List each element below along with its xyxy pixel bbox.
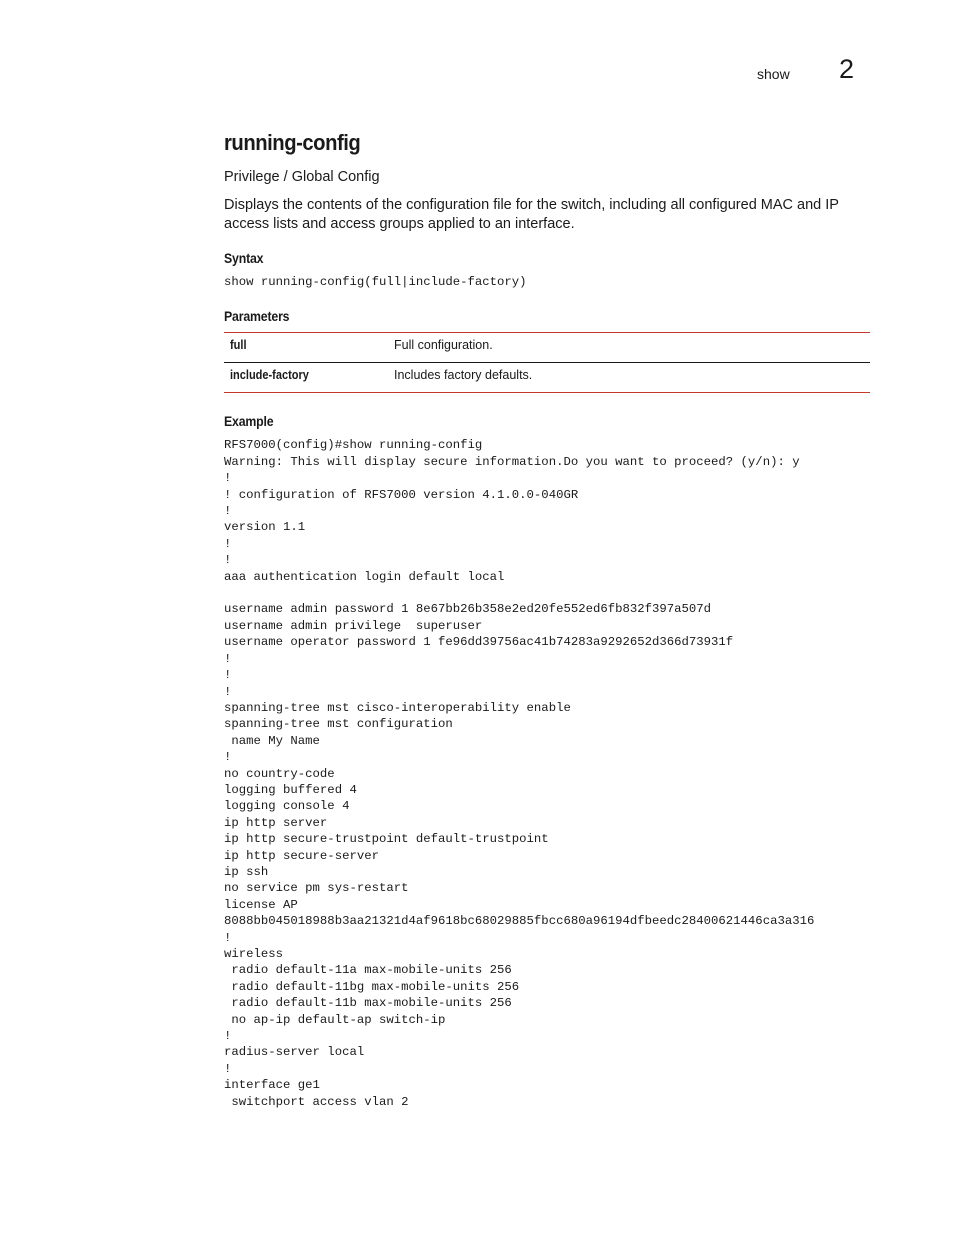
code-line: interface ge1 — [224, 1078, 320, 1093]
command-mode: Privilege / Global Config — [224, 169, 380, 185]
code-line: username admin password 1 8e67bb26b358e2ed20fe552ed6fb832f397a507d — [224, 602, 712, 617]
code-line: spanning-tree mst configuration — [224, 717, 453, 732]
syntax-heading: Syntax — [224, 250, 264, 266]
syntax-command: show running-config(full|include-factory) — [224, 275, 527, 289]
code-line: ! — [224, 651, 232, 666]
code-line: ip http secure-server — [224, 848, 379, 863]
page-title: running-config — [224, 130, 361, 155]
code-line: no service pm sys-restart — [224, 881, 409, 896]
code-line: ! — [224, 750, 232, 765]
code-line: ip ssh — [224, 864, 269, 879]
example-code-block — [224, 437, 870, 1110]
code-line: no country-code — [224, 766, 335, 781]
code-line: ip http secure-trustpoint default-trustpoint — [224, 832, 549, 847]
code-line: logging buffered 4 — [224, 782, 357, 797]
code-line: ! — [224, 668, 232, 683]
param-description: Full configuration. — [388, 333, 870, 363]
code-line: ip http server — [224, 815, 328, 830]
chapter-number: 2 — [839, 54, 855, 84]
code-line: ! configuration of RFS7000 version 4.1.0.0-040GR — [224, 487, 579, 502]
code-line: ! — [224, 553, 232, 568]
table-row — [224, 363, 870, 393]
code-line: ! — [224, 1029, 232, 1044]
parameters-heading: Parameters — [224, 308, 290, 325]
code-line: radio default-11bg max-mobile-units 256 — [224, 979, 520, 994]
code-line: switchport access vlan 2 — [224, 1094, 409, 1109]
code-line: ! — [224, 504, 232, 519]
running-header-section: show — [757, 66, 790, 82]
code-line: ! — [224, 930, 232, 945]
code-line: username admin privilege superuser — [224, 618, 483, 633]
code-line: version 1.1 — [224, 520, 306, 535]
code-line: radio default-11a max-mobile-units 256 — [224, 963, 512, 978]
code-line: ! — [224, 536, 232, 551]
param-name: include-factory — [230, 368, 309, 383]
param-description: Includes factory defaults. — [388, 363, 870, 393]
table-row — [224, 333, 870, 363]
param-name: full — [230, 338, 247, 353]
code-line: wireless — [224, 947, 284, 961]
page-content — [224, 130, 870, 1110]
code-line: ! — [224, 471, 232, 486]
code-line: RFS7000(config)#show running-config — [224, 438, 483, 453]
code-line: Warning: This will display secure information.Do you want to proceed? (y/n): y — [224, 454, 800, 469]
code-line: aaa authentication login default local — [224, 569, 505, 584]
code-line — [224, 585, 870, 601]
code-line: logging console 4 — [224, 799, 350, 814]
example-heading: Example — [224, 413, 274, 430]
code-line: 8088bb045018988b3aa21321d4af9618bc68029885fbcc680a96194dfbeedc28400621446ca3a316 — [224, 914, 815, 929]
code-line: spanning-tree mst cisco-interoperability enable — [224, 700, 571, 715]
code-line: radius-server local — [224, 1045, 365, 1060]
description: Displays the contents of the configuration file for the switch, including all configured MAC and IP access lists and access groups applied to an interface. — [224, 197, 839, 232]
code-line: license AP — [224, 897, 298, 912]
code-line: ! — [224, 684, 232, 699]
code-line: ! — [224, 1061, 232, 1076]
parameters-table — [224, 332, 870, 393]
code-line: name My Name — [224, 733, 320, 748]
code-line: radio default-11b max-mobile-units 256 — [224, 996, 512, 1011]
code-line: username operator password 1 fe96dd39756ac41b74283a9292652d366d73931f — [224, 635, 734, 650]
code-line: no ap-ip default-ap switch-ip — [224, 1012, 446, 1027]
